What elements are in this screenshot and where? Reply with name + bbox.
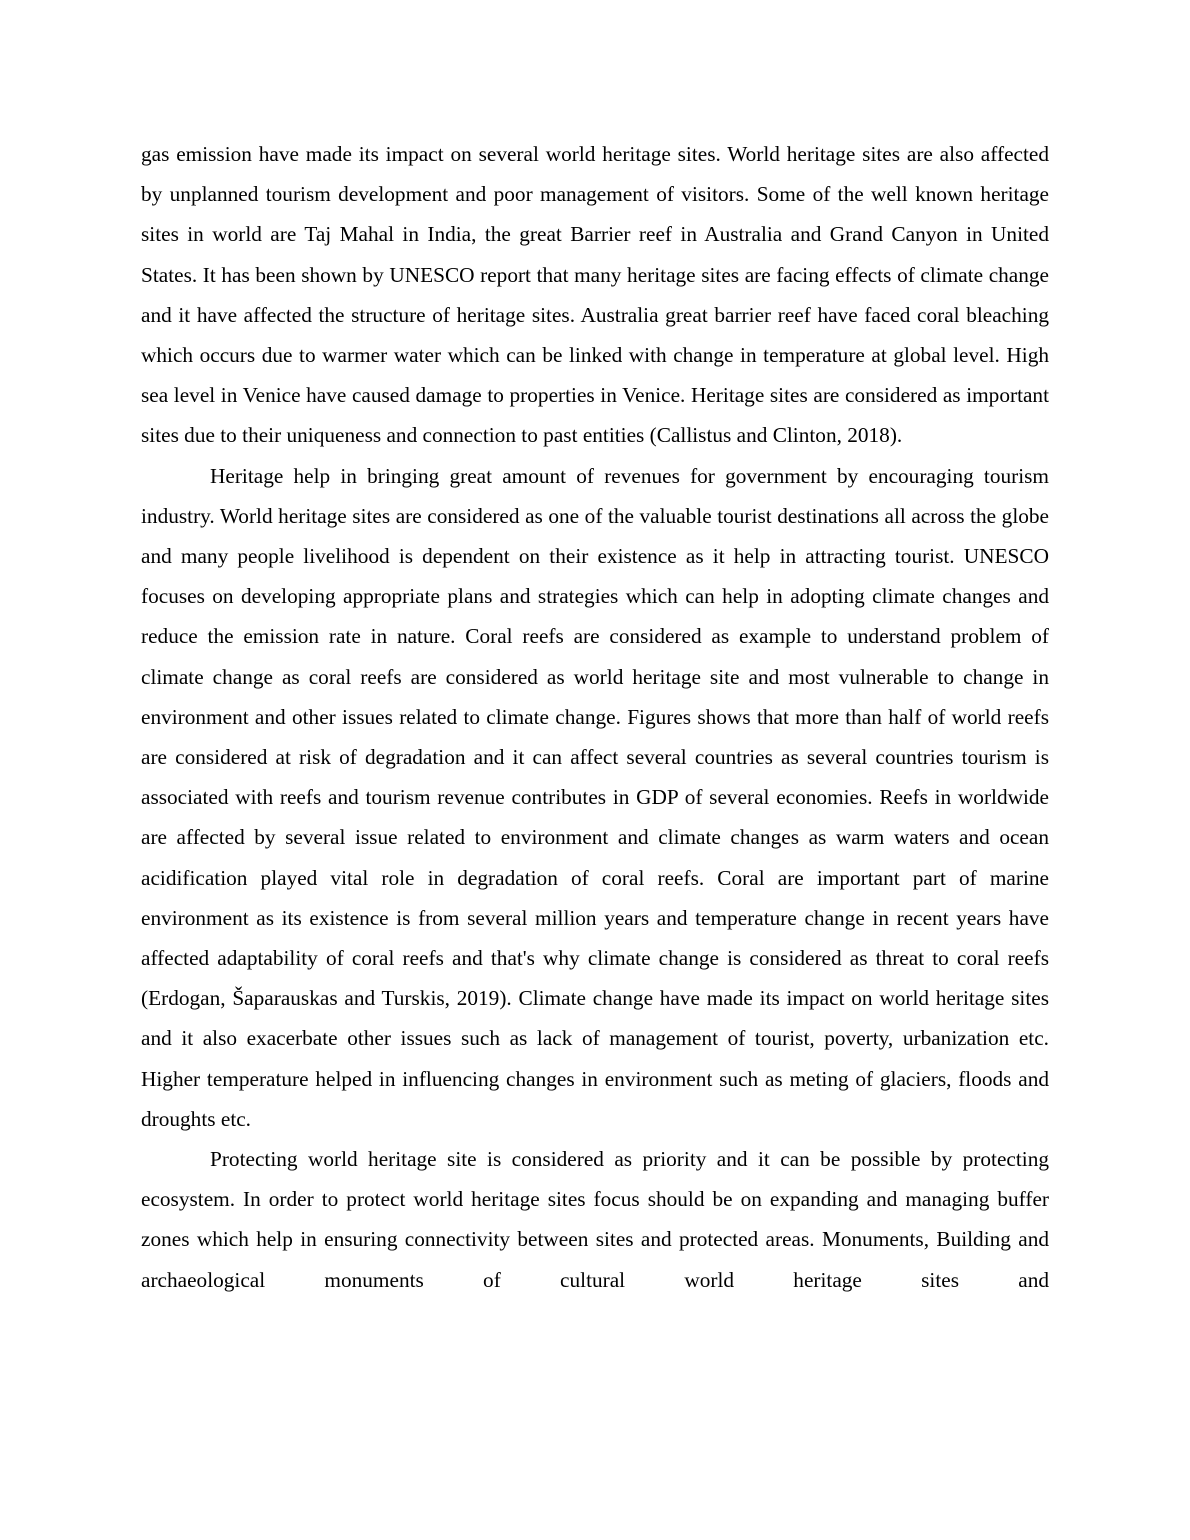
paragraph-2: Heritage help in bringing great amount of revenues for government by encouraging tourism industry. World heritage sites are considered as one of the valuable tourist destinations all across the globe and many people livelihood is dependent on their existence as it help in attracting tourist. UNESCO focuses on developing appropriate plans and strategies which can help in adopting climate changes and reduce the emission rate in nature. Coral reefs are considered as example to understand problem of climate change as coral reefs are considered as world heritage site and most vulnerable to change in environment and other issues related to climate change. Figures shows that more than half of world reefs are considered at risk of degradation and it can affect several countries as several countries tourism is associated with reefs and tourism revenue contributes in GDP of several economies. Reefs in worldwide are affected by several issue related to environment and climate changes as warm waters and ocean acidification played vital role in degradation of coral reefs. Coral are important part of marine environment as its existence is from several million years and temperature change in recent years have affected adaptability of coral reefs and that's why climate change is considered as threat to coral reefs (Erdogan, Šaparauskas and Turskis, 2019). Climate change have made its impact on world heritage sites and it also exacerbate other issues such as lack of management of tourist, poverty, urbanization etc. Higher temperature helped in influencing changes in environment such as meting of glaciers, floods and droughts etc. bbox=[141, 463, 1049, 1131]
paragraph-1: gas emission have made its impact on several world heritage sites. World heritage sites are also affected by unplanned tourism development and poor management of visitors. Some of the well known heritage sites in world are Taj Mahal in India, the great Barrier reef in Australia and Grand Canyon in United States. It has been shown by UNESCO report that many heritage sites are facing effects of climate change and it have affected the structure of heritage sites. Australia great barrier reef have faced coral bleaching which occurs due to warmer water which can be linked with change in temperature at global level. High sea level in Venice have caused damage to properties in Venice. Heritage sites are considered as important sites due to their uniqueness and connection to past entities (Callistus and Clinton, 2018). bbox=[141, 142, 1049, 448]
paragraph-3: Protecting world heritage site is considered as priority and it can be possible by protecting ecosystem. In order to protect world heritage sites focus should be on expanding and managing buffer zones which help in ensuring connectivity between sites and protected areas. Monuments, Building and archaeological monuments of cultural world heritage sites and bbox=[141, 1147, 1049, 1292]
body-text bbox=[141, 134, 1049, 1300]
